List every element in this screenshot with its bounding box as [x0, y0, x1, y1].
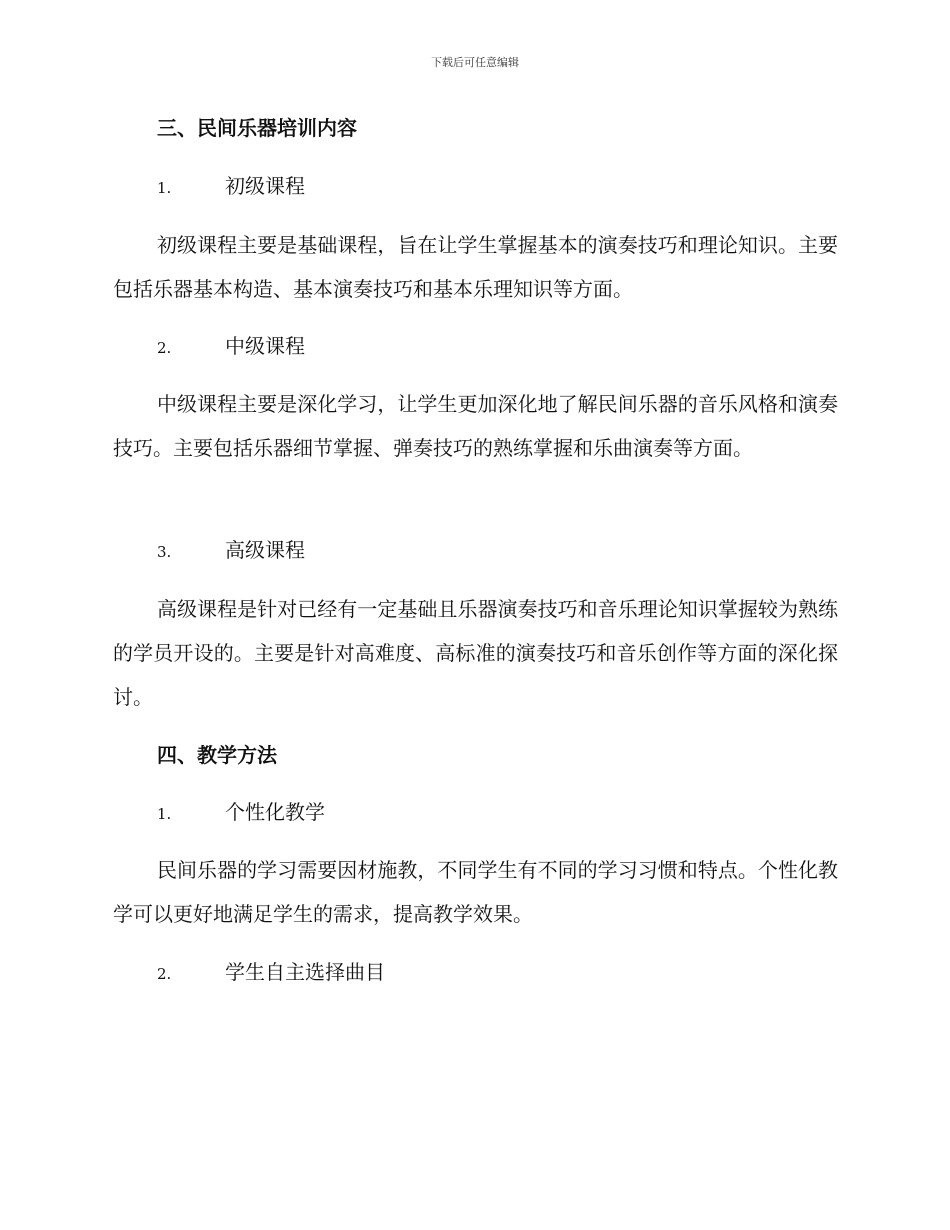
paragraph: 高级课程是针对已经有一定基础且乐器演奏技巧和音乐理论知识掌握较为熟练的学员开设的。主要是针对高难度、高标准的演奏技巧和音乐创作等方面的深化探讨。 — [113, 597, 838, 709]
list-item-heading — [157, 958, 385, 988]
paragraph: 民间乐器的学习需要因材施教，不同学生有不同的学习习惯和特点。个性化教学可以更好地满足学生的需求，提高教学效果。 — [113, 858, 838, 926]
section-title: 三、民间乐器培训内容 — [157, 116, 357, 140]
page-header: 下载后可任意编辑 — [431, 56, 519, 69]
list-heading: 学生自主选择曲目 — [225, 960, 385, 984]
list-number: 2. — [157, 965, 172, 983]
list-item-heading — [157, 172, 305, 202]
paragraph: 初级课程主要是基础课程，旨在让学生掌握基本的演奏技巧和理论知识。主要包括乐器基本构造、基本演奏技巧和基本乐理知识等方面。 — [113, 233, 838, 301]
list-number: 2. — [157, 339, 172, 357]
list-heading: 中级课程 — [225, 334, 305, 358]
list-number: 1. — [157, 179, 172, 197]
list-item-heading — [157, 332, 305, 362]
list-number: 3. — [157, 543, 172, 561]
list-item-heading — [157, 536, 305, 566]
list-item-heading — [157, 798, 325, 828]
list-number: 1. — [157, 805, 172, 823]
paragraph: 中级课程主要是深化学习，让学生更加深化地了解民间乐器的音乐风格和演奏技巧。主要包括乐器细节掌握、弹奏技巧的熟练掌握和乐曲演奏等方面。 — [113, 392, 838, 460]
list-heading: 初级课程 — [225, 174, 305, 198]
list-heading: 个性化教学 — [225, 800, 325, 824]
list-heading: 高级课程 — [225, 538, 305, 562]
section-title: 四、教学方法 — [157, 743, 277, 767]
